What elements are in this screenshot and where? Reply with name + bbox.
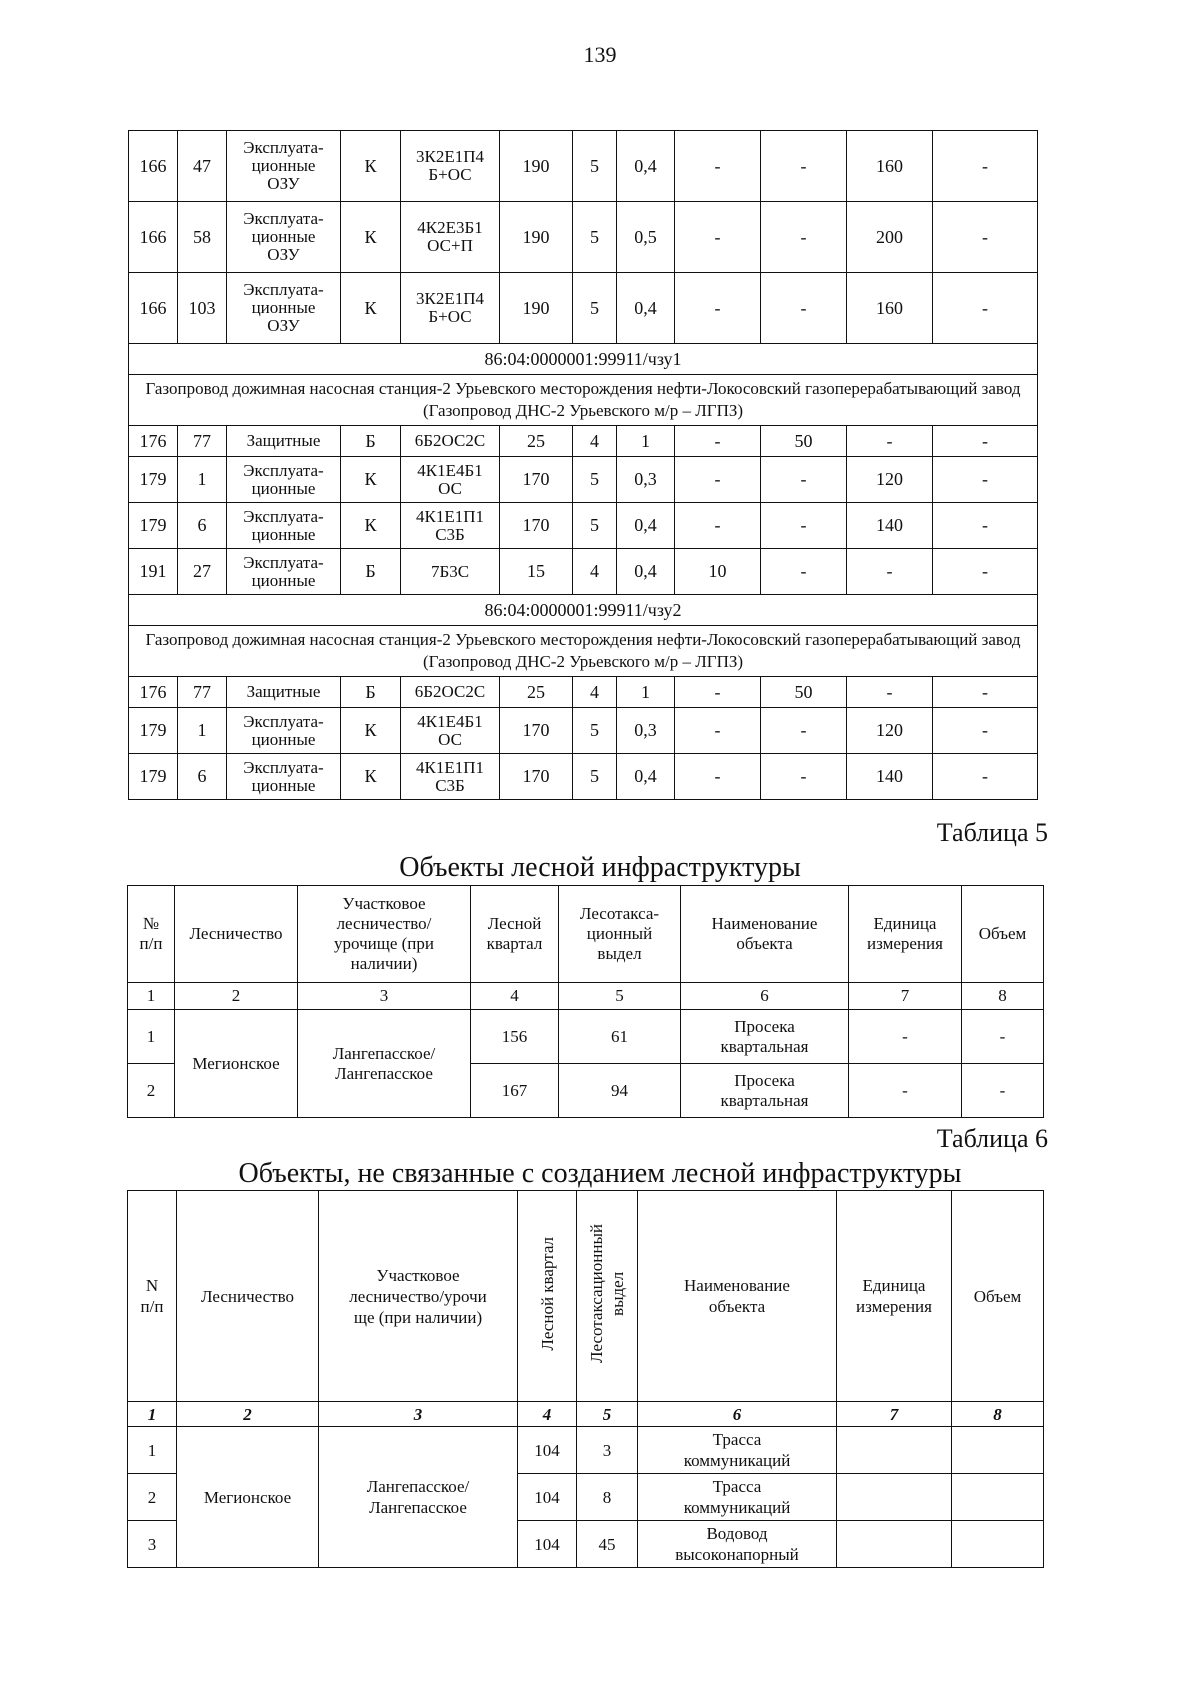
table-row: [129, 273, 1038, 344]
section-type-cell: К: [341, 754, 401, 800]
category-cell: Защитные: [227, 426, 341, 457]
allotment-cell: 1: [178, 708, 227, 754]
composition-cell: 4К1Е1П1 С3Б: [401, 754, 500, 800]
unit-cell: -: [849, 1064, 962, 1118]
class-cell: 5: [573, 131, 617, 202]
category-cell: Защитные: [227, 677, 341, 708]
object-cell: Трасса коммуникаций: [638, 1427, 837, 1474]
class-cell: 4: [573, 426, 617, 457]
section-type-cell: К: [341, 273, 401, 344]
val-3-cell: -: [847, 549, 933, 595]
val-3-cell: 160: [847, 273, 933, 344]
volume-cell: -: [962, 1010, 1044, 1064]
age-cell: 25: [500, 426, 573, 457]
val-4-cell: -: [933, 202, 1038, 273]
header-forestry: Лесничество: [177, 1191, 319, 1402]
allotment-cell: 77: [178, 426, 227, 457]
column-number: 2: [175, 983, 298, 1010]
page-number: 139: [583, 42, 617, 67]
composition-cell: 3К2Е1П4 Б+ОС: [401, 131, 500, 202]
header-volume: Объем: [962, 886, 1044, 983]
table-row: [129, 457, 1038, 503]
val-4-cell: -: [933, 708, 1038, 754]
val-2-cell: -: [761, 708, 847, 754]
val-4-cell: -: [933, 426, 1038, 457]
class-cell: 5: [573, 457, 617, 503]
val-4-cell: -: [933, 503, 1038, 549]
val-4-cell: -: [933, 131, 1038, 202]
section-type-cell: К: [341, 708, 401, 754]
section-type-cell: К: [341, 202, 401, 273]
category-cell: Эксплуата- ционные: [227, 708, 341, 754]
val-1-cell: -: [675, 677, 761, 708]
table-row: [129, 677, 1038, 708]
val-1-cell: -: [675, 202, 761, 273]
allotment-cell: 45: [577, 1521, 638, 1568]
quarter-cell: 166: [129, 273, 178, 344]
header-forestry: Лесничество: [175, 886, 298, 983]
unit-cell: [837, 1474, 952, 1521]
table-row: [129, 754, 1038, 800]
age-cell: 170: [500, 754, 573, 800]
row-number: 3: [128, 1521, 177, 1568]
header-unit: Единица измерения: [837, 1191, 952, 1402]
age-cell: 190: [500, 131, 573, 202]
quarter-cell: 179: [129, 708, 178, 754]
density-cell: 0,3: [617, 708, 675, 754]
unit-cell: [837, 1427, 952, 1474]
age-cell: 15: [500, 549, 573, 595]
object-cell: Трасса коммуникаций: [638, 1474, 837, 1521]
table6-label: Таблица 6: [936, 1124, 1048, 1153]
allotment-cell: 27: [178, 549, 227, 595]
header-allotment: [577, 1191, 638, 1402]
quarter-cell: 104: [518, 1427, 577, 1474]
class-cell: 4: [573, 677, 617, 708]
allotment-cell: 6: [178, 503, 227, 549]
category-cell: Эксплуата- ционные ОЗУ: [227, 273, 341, 344]
object-cell: Просека квартальная: [681, 1010, 849, 1064]
column-number: 2: [177, 1402, 319, 1427]
table5-label: Таблица 5: [936, 818, 1048, 847]
age-cell: 25: [500, 677, 573, 708]
allotment-cell: 1: [178, 457, 227, 503]
class-cell: 5: [573, 503, 617, 549]
quarter-cell: 191: [129, 549, 178, 595]
age-cell: 190: [500, 273, 573, 344]
volume-cell: [952, 1474, 1044, 1521]
column-number: 4: [471, 983, 559, 1010]
quarter-cell: 166: [129, 131, 178, 202]
val-3-cell: -: [847, 677, 933, 708]
val-2-cell: -: [761, 503, 847, 549]
val-2-cell: 50: [761, 677, 847, 708]
val-4-cell: -: [933, 457, 1038, 503]
allotment-cell: 61: [559, 1010, 681, 1064]
section-type-cell: Б: [341, 426, 401, 457]
density-cell: 0,3: [617, 457, 675, 503]
val-4-cell: -: [933, 677, 1038, 708]
header-volume: Объем: [952, 1191, 1044, 1402]
density-cell: 1: [617, 426, 675, 457]
composition-cell: 6Б2ОС2С: [401, 426, 500, 457]
quarter-cell: 104: [518, 1474, 577, 1521]
section-code: 86:04:0000001:99911/чзу1: [129, 344, 1038, 375]
density-cell: 1: [617, 677, 675, 708]
section-type-cell: К: [341, 457, 401, 503]
val-1-cell: -: [675, 708, 761, 754]
val-1-cell: 10: [675, 549, 761, 595]
category-cell: Эксплуата- ционные: [227, 549, 341, 595]
allotment-cell: 77: [178, 677, 227, 708]
composition-cell: 4К2Е3Б1 ОС+П: [401, 202, 500, 273]
density-cell: 0,4: [617, 273, 675, 344]
column-number: 3: [319, 1402, 518, 1427]
object-cell: Просека квартальная: [681, 1064, 849, 1118]
header-number: N п/п: [128, 1191, 177, 1402]
category-cell: Эксплуата- ционные: [227, 754, 341, 800]
val-3-cell: 160: [847, 131, 933, 202]
header-district: Участковое лесничество/урочи ще (при наличии): [319, 1191, 518, 1402]
composition-cell: 6Б2ОС2С: [401, 677, 500, 708]
section-code: 86:04:0000001:99911/чзу2: [129, 595, 1038, 626]
table6: [127, 1190, 1044, 1568]
table-row: [129, 202, 1038, 273]
val-3-cell: -: [847, 426, 933, 457]
row-number: 2: [128, 1064, 175, 1118]
val-3-cell: 140: [847, 754, 933, 800]
header-number: № п/п: [128, 886, 175, 983]
object-cell: Водовод высоконапорный: [638, 1521, 837, 1568]
val-3-cell: 200: [847, 202, 933, 273]
class-cell: 5: [573, 202, 617, 273]
allotment-cell: 103: [178, 273, 227, 344]
allotment-cell: 94: [559, 1064, 681, 1118]
forestry-cell: Мегионское: [175, 1010, 298, 1118]
header-unit: Единица измерения: [849, 886, 962, 983]
category-cell: Эксплуата- ционные: [227, 457, 341, 503]
volume-cell: [952, 1427, 1044, 1474]
column-number: 4: [518, 1402, 577, 1427]
column-number: 1: [128, 983, 175, 1010]
val-1-cell: -: [675, 503, 761, 549]
val-3-cell: 120: [847, 457, 933, 503]
composition-cell: 4К1Е1П1 С3Б: [401, 503, 500, 549]
val-3-cell: 140: [847, 503, 933, 549]
header-allotment-text: Лесотаксационный выдел: [587, 1224, 627, 1363]
table-row: [129, 708, 1038, 754]
val-2-cell: -: [761, 273, 847, 344]
density-cell: 0,4: [617, 503, 675, 549]
val-1-cell: -: [675, 273, 761, 344]
header-object: Наименование объекта: [638, 1191, 837, 1402]
class-cell: 5: [573, 273, 617, 344]
category-cell: Эксплуата- ционные ОЗУ: [227, 202, 341, 273]
header-district: Участковое лесничество/ урочище (при наличии): [298, 886, 471, 983]
allotment-cell: 8: [577, 1474, 638, 1521]
quarter-cell: 179: [129, 457, 178, 503]
table6-title: Объекты, не связанные с созданием лесной инфраструктуры: [238, 1158, 962, 1189]
quarter-cell: 167: [471, 1064, 559, 1118]
composition-cell: 4К1Е4Б1 ОС: [401, 708, 500, 754]
density-cell: 0,4: [617, 754, 675, 800]
val-1-cell: -: [675, 754, 761, 800]
allotment-cell: 6: [178, 754, 227, 800]
table5-title: Объекты лесной инфраструктуры: [399, 852, 801, 883]
val-2-cell: -: [761, 549, 847, 595]
column-number: 1: [128, 1402, 177, 1427]
column-number: 8: [952, 1402, 1044, 1427]
section-type-cell: К: [341, 503, 401, 549]
density-cell: 0,4: [617, 549, 675, 595]
section-type-cell: Б: [341, 549, 401, 595]
quarter-cell: 179: [129, 503, 178, 549]
volume-cell: [952, 1521, 1044, 1568]
header-quarter: Лесной квартал: [471, 886, 559, 983]
column-number: 7: [849, 983, 962, 1010]
table-block-2: [129, 426, 1038, 595]
header-quarter: [518, 1191, 577, 1402]
allotment-cell: 3: [577, 1427, 638, 1474]
composition-cell: 3К2Е1П4 Б+ОС: [401, 273, 500, 344]
column-number: 6: [638, 1402, 837, 1427]
category-cell: Эксплуата- ционные ОЗУ: [227, 131, 341, 202]
quarter-cell: 176: [129, 677, 178, 708]
district-cell: Лангепасское/ Лангепасское: [298, 1010, 471, 1118]
val-2-cell: -: [761, 202, 847, 273]
category-cell: Эксплуата- ционные: [227, 503, 341, 549]
forest-plot-table: [128, 130, 1038, 800]
composition-cell: 7Б3С: [401, 549, 500, 595]
column-number: 8: [962, 983, 1044, 1010]
age-cell: 190: [500, 202, 573, 273]
val-4-cell: -: [933, 754, 1038, 800]
val-4-cell: -: [933, 273, 1038, 344]
header-object: Наименование объекта: [681, 886, 849, 983]
quarter-cell: 156: [471, 1010, 559, 1064]
val-4-cell: -: [933, 549, 1038, 595]
val-2-cell: 50: [761, 426, 847, 457]
section-2: [129, 595, 1038, 677]
val-2-cell: -: [761, 754, 847, 800]
table-block-1: [129, 131, 1038, 344]
forestry-cell: Мегионское: [177, 1427, 319, 1568]
age-cell: 170: [500, 457, 573, 503]
column-number: 7: [837, 1402, 952, 1427]
class-cell: 5: [573, 708, 617, 754]
allotment-cell: 58: [178, 202, 227, 273]
table-row: [129, 426, 1038, 457]
val-1-cell: -: [675, 426, 761, 457]
row-number: 2: [128, 1474, 177, 1521]
table-row: [128, 1010, 1044, 1064]
column-number: 3: [298, 983, 471, 1010]
section-type-cell: Б: [341, 677, 401, 708]
quarter-cell: 166: [129, 202, 178, 273]
val-2-cell: -: [761, 131, 847, 202]
quarter-cell: 179: [129, 754, 178, 800]
district-cell: Лангепасское/ Лангепасское: [319, 1427, 518, 1568]
section-type-cell: К: [341, 131, 401, 202]
val-2-cell: -: [761, 457, 847, 503]
age-cell: 170: [500, 708, 573, 754]
density-cell: 0,4: [617, 131, 675, 202]
table-row: [129, 131, 1038, 202]
unit-cell: [837, 1521, 952, 1568]
table-row: [128, 1427, 1044, 1474]
column-number: 6: [681, 983, 849, 1010]
column-number: 5: [577, 1402, 638, 1427]
section-1: [129, 344, 1038, 426]
section-object: Газопровод дожимная насосная станция-2 Урьевского месторождения нефти-Локосовский газоперерабатывающий завод (Газопровод ДНС-2 Урьевского м/р – ЛГПЗ): [129, 375, 1038, 426]
unit-cell: -: [849, 1010, 962, 1064]
val-3-cell: 120: [847, 708, 933, 754]
age-cell: 170: [500, 503, 573, 549]
volume-cell: -: [962, 1064, 1044, 1118]
table5: [127, 885, 1044, 1118]
quarter-cell: 104: [518, 1521, 577, 1568]
composition-cell: 4К1Е4Б1 ОС: [401, 457, 500, 503]
header-allotment: Лесотакса- ционный выдел: [559, 886, 681, 983]
table-row: [129, 503, 1038, 549]
allotment-cell: 47: [178, 131, 227, 202]
val-1-cell: -: [675, 457, 761, 503]
quarter-cell: 176: [129, 426, 178, 457]
row-number: 1: [128, 1427, 177, 1474]
val-1-cell: -: [675, 131, 761, 202]
density-cell: 0,5: [617, 202, 675, 273]
table-row: [129, 549, 1038, 595]
table-block-3: [129, 677, 1038, 800]
section-object: Газопровод дожимная насосная станция-2 Урьевского месторождения нефти-Локосовский газоперерабатывающий завод (Газопровод ДНС-2 Урьевского м/р – ЛГПЗ): [129, 626, 1038, 677]
header-quarter-text: Лесной квартал: [537, 1236, 557, 1351]
column-number: 5: [559, 983, 681, 1010]
class-cell: 5: [573, 754, 617, 800]
row-number: 1: [128, 1010, 175, 1064]
class-cell: 4: [573, 549, 617, 595]
